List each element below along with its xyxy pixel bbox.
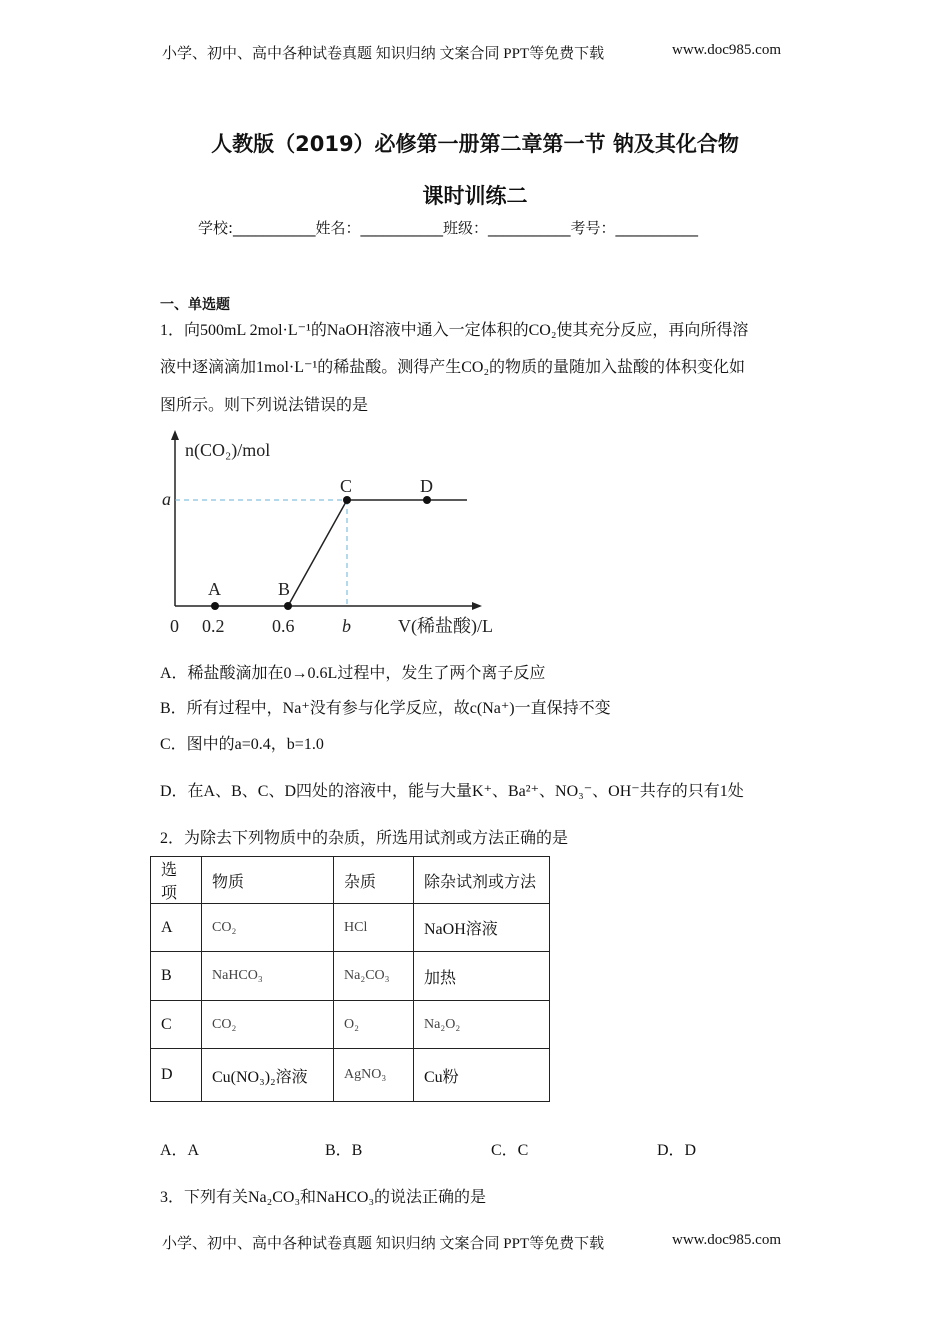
cell: CO₂ <box>202 904 334 952</box>
point-C <box>343 496 351 504</box>
q2-table <box>150 856 550 1102</box>
cell: A <box>151 904 202 952</box>
label-B: B <box>278 579 291 599</box>
header-cell: 选项 <box>151 857 202 904</box>
q1-option-d: D．在A、B、C、D四处的溶液中，能与大量K⁺、Ba²⁺、NO₃⁻、OH⁻共存的只有1处 <box>160 783 744 800</box>
label-A: A <box>208 579 221 599</box>
header-cell: 物质 <box>202 857 334 904</box>
point-B <box>284 602 292 610</box>
cell: HCl <box>334 904 414 952</box>
page-title: 人教版（2019）必修第一册第二章第一节 钠及其化合物 <box>211 132 739 156</box>
tick-0.6: 0.6 <box>272 616 295 636</box>
q1-line2: 液中逐滴滴加1mol·L⁻¹的稀盐酸。测得产生CO₂的物质的量随加入盐酸的体积变化如 <box>160 359 746 376</box>
data-line <box>288 500 467 606</box>
y-label: n(CO₂)/mol <box>185 440 271 460</box>
cell: AgNO₃ <box>334 1049 414 1102</box>
q2-option-b: B．B <box>325 1142 363 1159</box>
co2-graph <box>0 0 950 660</box>
cell: Na₂O₂ <box>414 1001 550 1049</box>
q1-line1: 1．向500mL 2mol·L⁻¹的NaOH溶液中通入一定体积的CO₂使其充分反应，再向所得溶 <box>160 322 749 339</box>
cell: 加热 <box>414 952 550 1001</box>
point-A <box>211 602 219 610</box>
q1-option-b: B．所有过程中，Na⁺没有参与化学反应，故c(Na⁺)一直保持不变 <box>160 700 611 717</box>
header-text: 小学、初中、高中各种试卷真题 知识归纳 文案合同 PPT等免费下载 <box>162 46 605 62</box>
cell: CO₂ <box>202 1001 334 1049</box>
table-row <box>151 904 550 952</box>
cell: Na₂CO₃ <box>334 952 414 1001</box>
table-row <box>151 1049 550 1102</box>
q2-option-c: C．C <box>491 1142 529 1159</box>
cell: NaOH溶液 <box>414 904 550 952</box>
cell: Cu(NO₃)₂溶液 <box>202 1049 334 1102</box>
q3-stem: 3．下列有关Na₂CO₃和NaHCO₃的说法正确的是 <box>160 1189 487 1206</box>
table-row <box>151 952 550 1001</box>
cell: O₂ <box>334 1001 414 1049</box>
q2-stem: 2．为除去下列物质中的杂质，所选用试剂或方法正确的是 <box>160 830 569 847</box>
footer-url: www.doc985.com <box>672 1232 782 1248</box>
footer-text: 小学、初中、高中各种试卷真题 知识归纳 文案合同 PPT等免费下载 <box>162 1236 605 1252</box>
section-heading: 一、单选题 <box>160 297 230 313</box>
point-D <box>423 496 431 504</box>
cell: C <box>151 1001 202 1049</box>
cell: B <box>151 952 202 1001</box>
header-cell: 除杂试剂或方法 <box>414 857 550 904</box>
cell: NaHCO₃ <box>202 952 334 1001</box>
tick-b: b <box>342 616 351 636</box>
a-label: a <box>162 489 171 509</box>
cell: D <box>151 1049 202 1102</box>
header-cell: 杂质 <box>334 857 414 904</box>
cell: Cu粉 <box>414 1049 550 1102</box>
x-label: V(稀盐酸)/L <box>398 616 493 636</box>
q1-option-c: C．图中的a=0.4，b=1.0 <box>160 736 324 753</box>
label-D: D <box>420 476 433 496</box>
x-axis-arrow <box>472 602 482 610</box>
label-C: C <box>340 476 353 496</box>
tick-0.2: 0.2 <box>202 616 225 636</box>
q2-option-a: A．A <box>160 1142 200 1159</box>
origin-label: 0 <box>170 616 179 636</box>
table-header-row <box>151 857 550 904</box>
page-subtitle: 课时训练二 <box>422 184 528 208</box>
y-axis-arrow <box>171 430 179 440</box>
student-info: 学校:___________姓名：___________班级：___________考号：___________ <box>198 219 699 237</box>
q1-option-a: A．稀盐酸滴加在0→0.6L过程中，发生了两个离子反应 <box>160 665 546 682</box>
q1-line3: 图所示。则下列说法错误的是 <box>160 397 369 414</box>
header-url: www.doc985.com <box>672 42 782 58</box>
table-row <box>151 1001 550 1049</box>
q2-option-d: D．D <box>657 1142 697 1159</box>
